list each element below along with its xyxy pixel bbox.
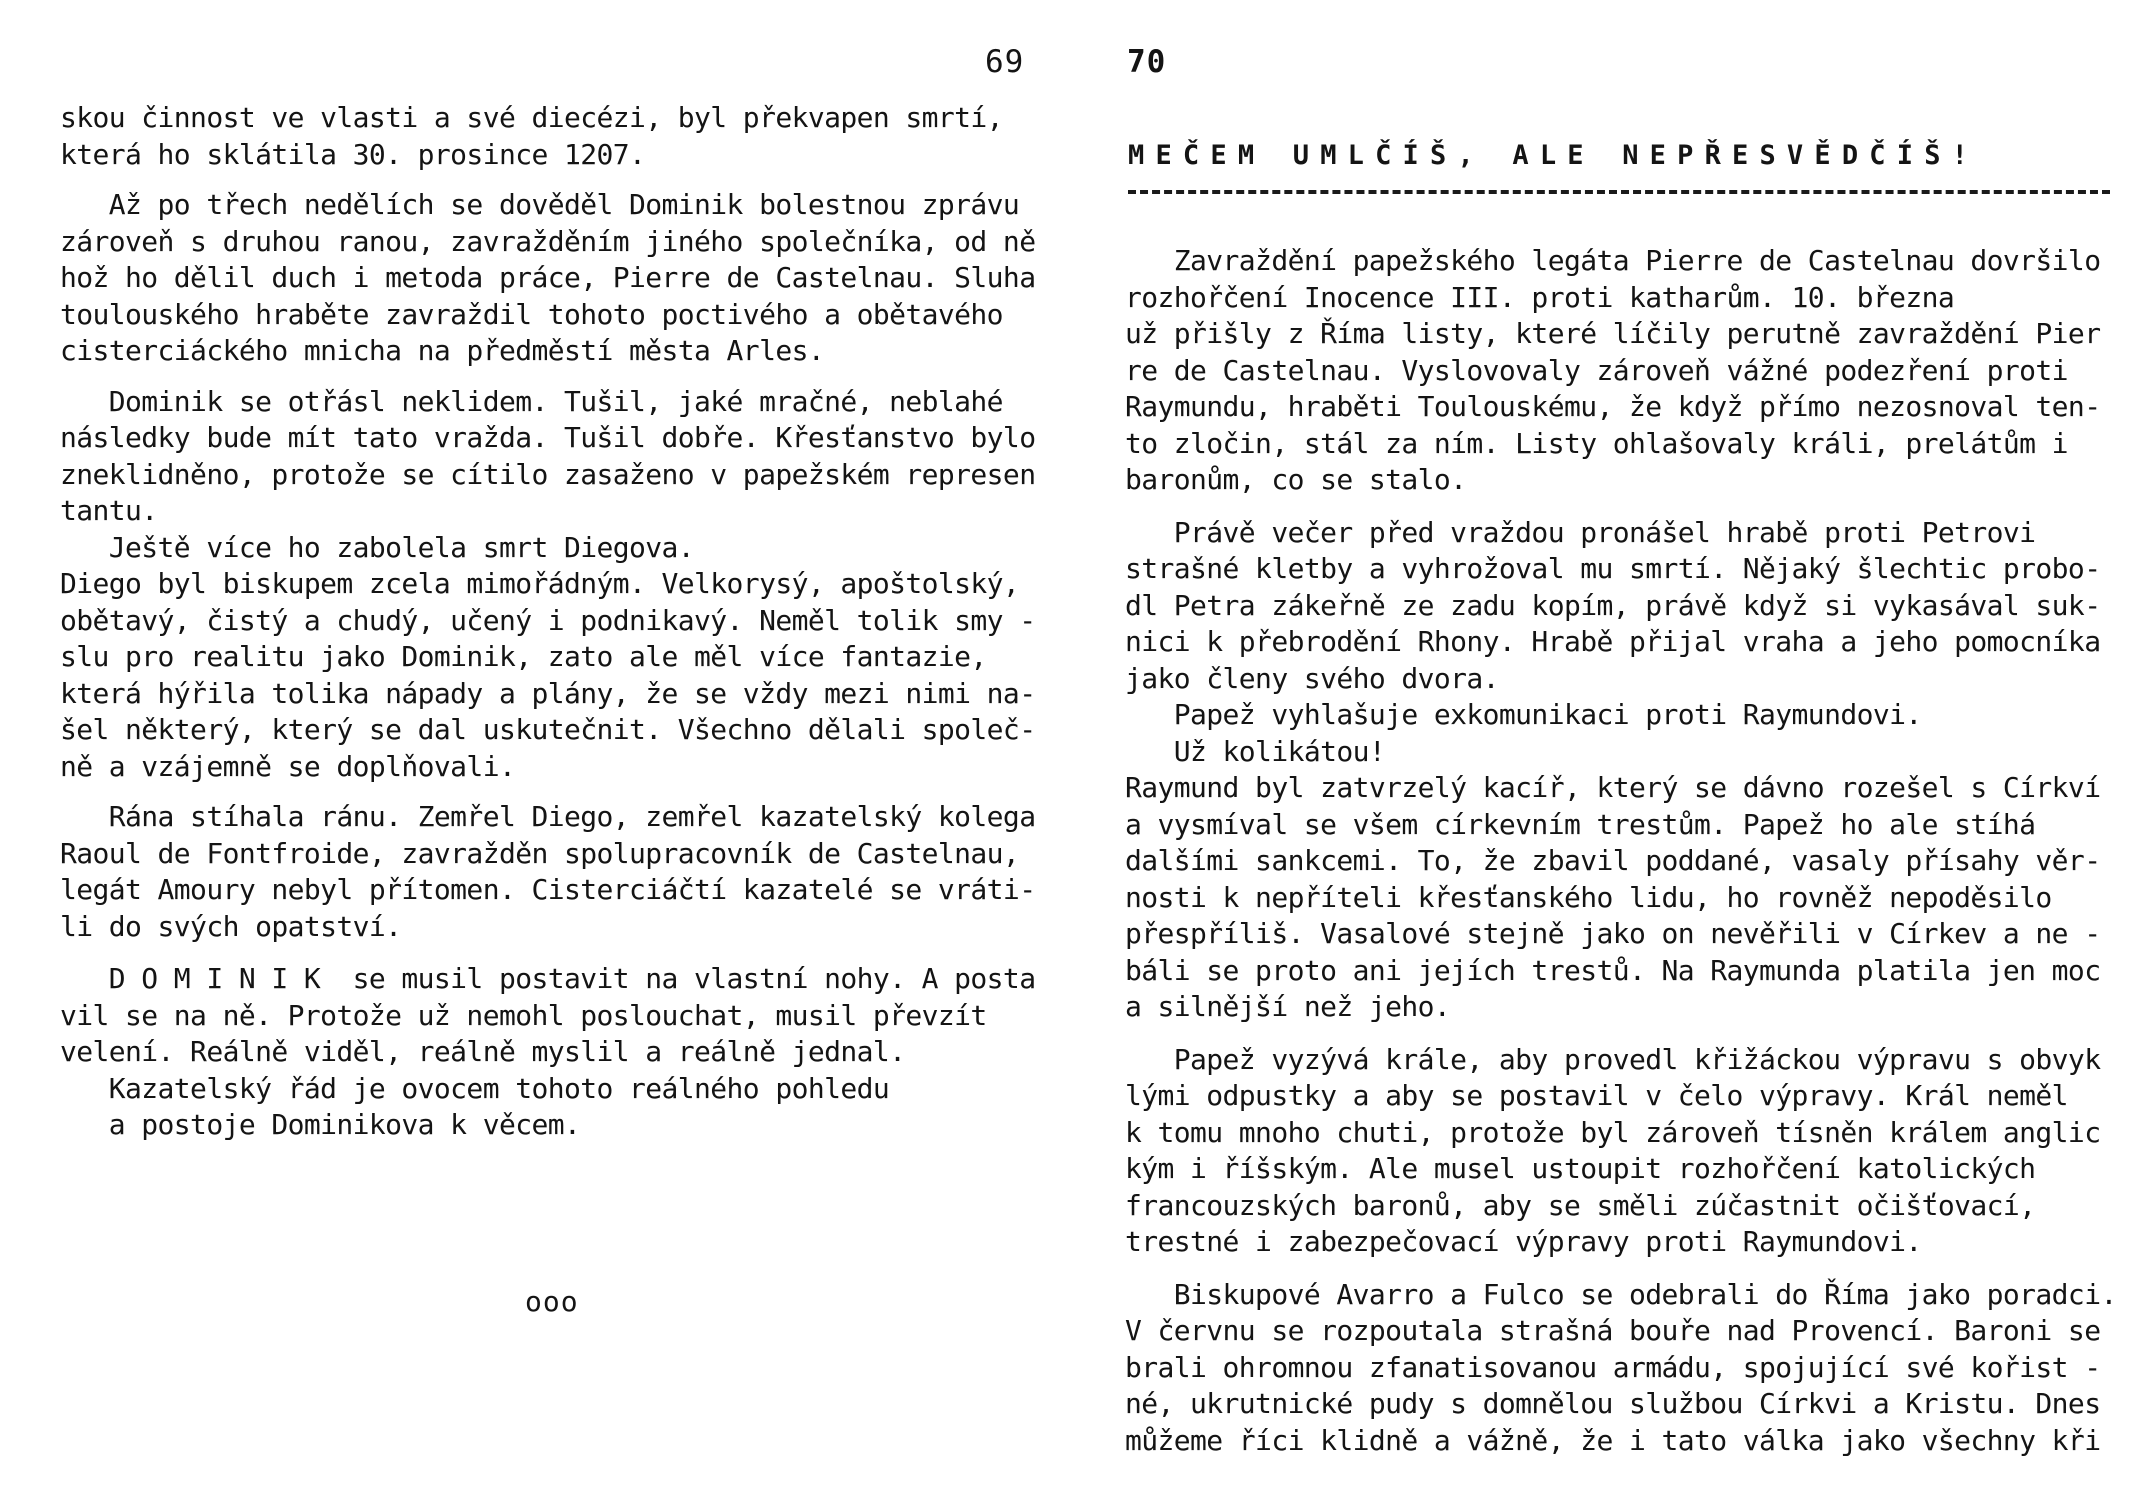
text-line: báli se proto ani jejích trestů. Na Raymunda platila jen moc — [1125, 953, 2101, 987]
text-line: vil se na ně. Protože už nemohl poslouchat, musil převzít — [60, 998, 987, 1032]
text-line: né, ukrutnické pudy s domnělou službou Církvi a Kristu. Dnes — [1125, 1387, 2101, 1420]
text-line: a vysmíval se všem církevním trestům. Papež ho ale stíhá — [1125, 807, 2036, 841]
text-line: už přišly z Říma listy, které líčily perutně zavraždění Pier — [1125, 317, 2101, 350]
right-page — [1065, 0, 2130, 1500]
paragraph — [60, 100, 1040, 173]
text-line: Papež vyzývá krále, aby provedl křižáckou výpravu s obvyk — [1125, 1042, 2101, 1076]
text-line: a postoje Dominikova k věcem. — [60, 1108, 581, 1141]
text-line: obětavý, čistý a chudý, učený i podnikavý. Neměl tolik smy - — [60, 603, 1036, 637]
text-line: re de Castelnau. Vyslovovaly zároveň vážné podezření proti — [1125, 353, 2068, 387]
title-dashed-rule — [1128, 190, 2110, 194]
text-line: kým i říšským. Ale musel ustoupit rozhořčení katolických — [1125, 1152, 2036, 1185]
text-line: francouzských baronů, aby se směli zúčastnit očišťovací, — [1125, 1188, 2036, 1222]
paragraph — [1125, 243, 2125, 499]
text-line: tantu. — [60, 494, 158, 527]
paragraph — [60, 961, 1040, 1144]
text-line: Ještě více ho zabolela smrt Diegova. — [60, 530, 695, 564]
paragraph — [60, 187, 1040, 370]
left-page-body — [60, 100, 1040, 1144]
text-line: cisterciáckého mnicha na předměstí města Arles. — [60, 334, 825, 367]
paragraph — [1125, 1277, 2125, 1460]
right-page-body — [1125, 243, 2125, 1459]
text-line: rozhořčení Inocence III. proti katharům. 10. března — [1125, 280, 1955, 314]
page-number-left: 69 — [985, 44, 1025, 80]
chapter-title: MEČEM UMLČÍŠ, ALE NEPŘESVĚDČÍŠ! — [1128, 140, 1980, 171]
text-line: D O M I N I K se musil postavit na vlastní nohy. A posta — [60, 962, 1036, 995]
text-line: Papež vyhlašuje exkomunikaci proti Raymundovi. — [1125, 698, 1922, 731]
paragraph — [60, 384, 1040, 786]
text-line: šel některý, který se dal uskutečnit. Všechno dělali společ- — [60, 713, 1036, 746]
text-line: Raoul de Fontfroide, zavražděn spolupracovník de Castelnau, — [60, 836, 1020, 870]
text-line: nosti k nepříteli křesťanského lidu, ho rovněž nepoděsilo — [1125, 880, 2052, 914]
text-line: která hýřila tolika nápady a plány, že se vždy mezi nimi na- — [60, 676, 1036, 710]
text-line: hož ho dělil duch i metoda práce, Pierre de Castelnau. Sluha — [60, 261, 1036, 294]
text-line: to zločin, stál za ním. Listy ohlašovaly králi, prelátům i — [1125, 426, 2068, 460]
text-line: následky bude mít tato vražda. Tušil dobře. Křesťanstvo bylo — [60, 421, 1036, 454]
text-line: toulouského hraběte zavraždil tohoto poctivého a obětavého — [60, 297, 1003, 331]
text-line: legát Amoury nebyl přítomen. Cisterciáčtí kazatelé se vráti- — [60, 873, 1036, 906]
text-line: a silnější než jeho. — [1125, 990, 1451, 1023]
paragraph — [1125, 1042, 2125, 1261]
text-line: Biskupové Avarro a Fulco se odebrali do Říma jako poradci. — [1125, 1277, 2117, 1311]
text-line: zároveň s druhou ranou, zavražděním jiného společníka, od ně — [60, 224, 1036, 258]
text-line: která ho sklátila 30. prosince 1207. — [60, 137, 646, 171]
text-line: dalšími sankcemi. To, že zbavil poddané, vasaly přísahy věr- — [1125, 844, 2101, 877]
text-line: k tomu mnoho chuti, protože byl zároveň tísněn králem anglic — [1125, 1115, 2101, 1149]
page-number-right: 70 — [1127, 44, 1167, 80]
text-line: brali ohromnou zfanatisovanou armádu, spojující své kořist - — [1125, 1350, 2101, 1384]
section-end-ornament: ooo — [525, 1285, 579, 1318]
text-line: Rána stíhala ránu. Zemřel Diego, zemřel kazatelský kolega — [60, 800, 1036, 833]
text-line: Už kolikátou! — [1125, 734, 1386, 768]
text-line: slu pro realitu jako Dominik, zato ale měl více fantazie, — [60, 640, 987, 673]
text-line: Právě večer před vraždou pronášel hrabě proti Petrovi — [1125, 515, 2036, 549]
paragraph — [1125, 515, 2125, 1026]
text-line: strašné kletby a vyhrožoval mu smrtí. Nějaký šlechtic probo- — [1125, 552, 2101, 585]
text-line: přespříliš. Vasalové stejně jako on nevěřili v Církev a ne - — [1125, 917, 2101, 950]
text-line: li do svých opatství. — [60, 909, 402, 943]
text-line: zneklidněno, protože se cítilo zasaženo v papežském represen — [60, 457, 1036, 491]
text-line: Kazatelský řád je ovocem tohoto reálného pohledu — [60, 1071, 890, 1105]
text-line: dl Petra zákeřně ze zadu kopím, právě když si vykasával suk- — [1125, 588, 2101, 622]
text-line: Dominik se otřásl neklidem. Tušil, jaké mračné, neblahé — [60, 384, 1003, 418]
text-line: ně a vzájemně se doplňovali. — [60, 749, 516, 783]
text-line: jako členy svého dvora. — [1125, 661, 1499, 695]
text-line: Až po třech nedělích se dověděl Dominik bolestnou zprávu — [60, 188, 1020, 221]
text-line: Raymund byl zatvrzelý kacíř, který se dávno rozešel s Církví — [1125, 771, 2101, 804]
text-line: skou činnost ve vlasti a své diecézi, byl překvapen smrtí, — [60, 101, 1003, 134]
text-line: Zavraždění papežského legáta Pierre de Castelnau dovršilo — [1125, 244, 2101, 277]
text-line: baronům, co se stalo. — [1125, 463, 1467, 496]
text-line: velení. Reálně viděl, reálně myslil a reálně jednal. — [60, 1035, 906, 1068]
paragraph — [60, 799, 1040, 945]
text-line: Raymundu, hraběti Toulouskému, že když přímo nezosnoval ten- — [1125, 390, 2101, 423]
text-line: nici k přebrodění Rhony. Hrabě přijal vraha a jeho pomocníka — [1125, 625, 2101, 658]
text-line: V červnu se rozpoutala strašná bouře nad Provencí. Baroni se — [1125, 1314, 2101, 1347]
text-line: trestné i zabezpečovací výpravy proti Raymundovi. — [1125, 1225, 1922, 1258]
text-line: Diego byl biskupem zcela mimořádným. Velkorysý, apoštolský, — [60, 567, 1020, 600]
text-line: lými odpustky a aby se postavil v čelo výpravy. Král neměl — [1125, 1079, 2068, 1112]
text-line: můžeme říci klidně a vážně, že i tato válka jako všechny kři — [1125, 1423, 2101, 1457]
